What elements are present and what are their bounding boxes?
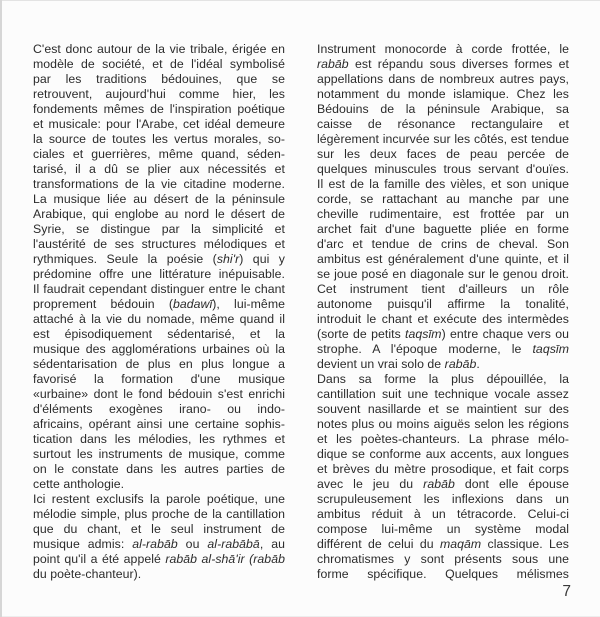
text-run: cette anthologie.: [33, 477, 125, 491]
text-line: [317, 132, 569, 147]
italic-term: shi'r: [216, 252, 240, 266]
text-run: on le constate dans les autres parties de: [33, 462, 285, 476]
text-line: [33, 132, 285, 147]
text-run: prédomine offre une littérature inépuisable.: [33, 267, 285, 281]
italic-term: al-rabābā: [207, 537, 260, 551]
text-line: [33, 57, 285, 72]
italic-term: badawī: [172, 297, 213, 311]
text-run: africains, opérant ainsi une certaine sophis-: [33, 417, 285, 431]
text-line: [33, 312, 285, 327]
text-run: sur les deux faces de peau percée de: [317, 147, 569, 161]
text-run: chromatismes y sont présents sous une: [317, 552, 569, 566]
text-line: [317, 72, 569, 87]
text-line: [317, 177, 569, 192]
text-run: la source de toutes les vertus morales, so-: [33, 132, 285, 146]
text-run: .: [476, 357, 480, 371]
text-line: [317, 297, 569, 312]
text-run: Dans sa forme la plus dépouillée, la: [317, 372, 569, 386]
text-line: [33, 282, 285, 297]
text-line: [33, 267, 285, 282]
text-run: caisse de résonance rectangulaire et: [317, 117, 569, 131]
text-line: [317, 42, 569, 57]
text-line: [317, 402, 569, 417]
text-line: [33, 177, 285, 192]
text-run: musique des agglomérations urbaines où la: [33, 342, 285, 356]
italic-term: rabāb al-shā'ir: [165, 552, 245, 566]
italic-term: maqām: [439, 537, 482, 551]
text-run: forme spécifique. Quelques mélismes: [317, 567, 569, 581]
italic-term: al-rabāb: [132, 537, 178, 551]
text-run: notes plus ou moins aiguës selon les régions: [317, 417, 569, 431]
text-line: [317, 117, 569, 132]
text-line: [33, 102, 285, 117]
text-run: quelques minuscules trous servant d'ouïes.: [317, 162, 569, 176]
text-line: [33, 207, 285, 222]
text-run: «urbaine» dont le fond bédouin s'est enrichi: [33, 387, 285, 401]
text-run: et les poètes-chanteurs. La phrase mélo-: [317, 432, 569, 446]
text-line: [33, 402, 285, 417]
text-run: classique. Les: [481, 537, 569, 551]
text-run: sédentarisation de plus en plus longue a: [33, 357, 285, 371]
text-run: proprement bédouin (: [33, 297, 173, 311]
text-line: [317, 192, 569, 207]
text-line: [33, 357, 285, 372]
text-run: rythmiques. Seule la poésie (: [33, 252, 217, 266]
text-run: Instrument monocorde à corde frottée, le: [317, 42, 569, 56]
right-column: [317, 42, 569, 582]
text-run: notamment du monde islamique. Chez les: [317, 87, 569, 101]
text-line: [317, 372, 569, 387]
text-line: [317, 522, 569, 537]
text-run: Bédouins de la péninsule Arabique, sa: [317, 102, 569, 116]
text-line: [317, 282, 569, 297]
italic-term: taqsīm: [532, 342, 569, 356]
text-run: ) entre chaque vers ou: [441, 327, 569, 341]
text-run: strophe. A l'époque moderne, le: [317, 342, 533, 356]
text-line: [33, 252, 285, 267]
text-run: avec le jeu du: [317, 477, 424, 491]
text-line: [33, 522, 285, 537]
text-line: [317, 102, 569, 117]
text-run: point qu'il a été appelé: [33, 552, 166, 566]
text-run: du poète-chanteur).: [33, 567, 142, 581]
left-column: [33, 42, 285, 582]
text-run: se joue posé en diagonale sur le genou droit.: [317, 267, 569, 281]
text-line: [317, 477, 569, 492]
text-line: [33, 162, 285, 177]
text-run: La musique liée au désert de la péninsule: [33, 192, 285, 206]
text-line: [317, 387, 569, 402]
text-run: autonome puisqu'il affirme la tonalité,: [317, 297, 569, 311]
text-run: et musicale: pour l'Arabe, cet idéal demeure: [33, 117, 285, 131]
text-run: musique admis:: [33, 537, 133, 551]
text-run: souvent nasillarde et se maintient sur des: [317, 402, 569, 416]
text-run: d'arc et tendue de crins de cheval. Son: [317, 237, 569, 251]
text-line: [33, 297, 285, 312]
text-line: [33, 477, 285, 492]
text-run: C'est donc autour de la vie tribale, érigée en: [33, 42, 285, 56]
text-line: [317, 252, 569, 267]
text-run: cantillation suit une technique vocale assez: [317, 387, 569, 401]
text-line: [317, 162, 569, 177]
text-run: est épisodiquement sédentarisé, et la: [33, 327, 285, 341]
text-run: Ici restent exclusifs la parole poétique, une: [33, 492, 285, 506]
text-run: scrupuleusement les inflexions dans un: [317, 492, 569, 506]
text-run: tarisé, il a dû se plier aux nécessités et: [33, 162, 285, 176]
text-line: [317, 417, 569, 432]
text-run: compose lui-même un système modal: [317, 522, 569, 536]
text-line: [33, 387, 285, 402]
text-run: transformations de la vie citadine moderne.: [33, 177, 285, 191]
italic-term: rabāb: [317, 57, 349, 71]
text-line: [33, 342, 285, 357]
text-line: [317, 447, 569, 462]
text-line: [317, 537, 569, 552]
text-line: [33, 192, 285, 207]
text-run: devient un vrai solo de: [317, 357, 445, 371]
text-run: introduit le chant et exécute des intermèdes: [317, 312, 569, 326]
text-run: (sorte de petits: [317, 327, 406, 341]
text-run: est répandu sous diverses formes et: [348, 57, 569, 71]
text-run: que du chant, et le seul instrument de: [33, 522, 285, 536]
text-run: surtout les instruments de musique, comme: [33, 447, 285, 461]
text-run: fondements mêmes de l'inspiration poétique: [33, 102, 285, 116]
text-line: [317, 567, 569, 582]
text-run: , au: [259, 537, 285, 551]
text-line: [317, 507, 569, 522]
text-run: ambitus réduit à un tétracorde. Celui-ci: [317, 507, 569, 521]
text-run: dont elle épouse: [454, 477, 569, 491]
text-line: [33, 87, 285, 102]
text-run: appellations dans de nombreux autres pays,: [317, 72, 569, 86]
italic-term: taqsīm: [405, 327, 442, 341]
text-run: Syrie, se distingue par la simplicité et: [33, 222, 285, 236]
text-run: Il est de la famille des vièles, et son unique: [317, 177, 569, 191]
text-run: par les traditions bédouines, que se: [33, 72, 285, 86]
text-line: [317, 147, 569, 162]
text-line: [317, 312, 569, 327]
text-line: [317, 552, 569, 567]
text-line: [317, 237, 569, 252]
text-run: légèrement incurvée sur les côtés, est tendue: [317, 132, 569, 146]
text-run: l'austérité de ses structures mélodiques et: [33, 237, 285, 251]
text-line: [33, 327, 285, 342]
text-line: [317, 432, 569, 447]
text-line: [33, 237, 285, 252]
page-number: 7: [562, 583, 571, 600]
text-line: [33, 552, 285, 567]
text-run: Arabique, qui englobe au nord le désert de: [33, 207, 285, 221]
text-line: [33, 432, 285, 447]
text-run: cheville rudimentaire, est frottée par un: [317, 207, 569, 221]
text-line: [317, 87, 569, 102]
text-run: ambitus est généralement d'une quinte, et il: [317, 252, 569, 266]
text-run: ciales et guerrières, même quand, séden-: [33, 147, 285, 161]
text-line: [33, 222, 285, 237]
text-run: tication dans les mélodies, les rythmes et: [33, 432, 285, 446]
text-line: [317, 327, 569, 342]
text-line: [33, 417, 285, 432]
text-line: [317, 492, 569, 507]
italic-term: rabāb: [423, 477, 455, 491]
text-line: [317, 207, 569, 222]
text-line: [33, 447, 285, 462]
text-run: corde, se rattachant au manche par une: [317, 192, 569, 206]
text-line: [33, 567, 285, 582]
text-run: favorisé la formation d'une musique: [33, 372, 285, 386]
text-run: dique se conforme aux accents, aux longues: [317, 447, 569, 461]
text-run: archet fait d'une baguette pliée en forme: [317, 222, 569, 236]
text-run: attaché à la vie du nomade, même quand il: [33, 312, 285, 326]
text-run: et brèves du mètre prosodique, et fait corps: [317, 462, 569, 476]
text-run: d'éléments exogènes irano- ou indo-: [33, 402, 285, 416]
text-run: modèle de société, et de l'idéal symbolisé: [33, 57, 285, 71]
italic-term: rabāb: [444, 357, 477, 371]
text-line: [33, 42, 285, 57]
text-line: [317, 57, 569, 72]
text-run: retrouvent, aujourd'hui comme hier, les: [33, 87, 285, 101]
text-columns: [33, 42, 569, 582]
italic-term: (rabāb: [249, 552, 285, 566]
text-line: [33, 507, 285, 522]
text-line: [33, 537, 285, 552]
text-run: différent de celui du: [317, 537, 440, 551]
text-line: [317, 462, 569, 477]
text-line: [33, 72, 285, 87]
text-line: [33, 492, 285, 507]
text-run: ), lui-même: [212, 297, 285, 311]
text-line: [317, 267, 569, 282]
text-run: ) qui y: [239, 252, 285, 266]
text-line: [33, 117, 285, 132]
text-run: mélodie simple, plus proche de la cantillation: [33, 507, 285, 521]
text-line: [317, 222, 569, 237]
text-line: [317, 357, 569, 372]
text-run: Cet instrument tient d'ailleurs un rôle: [317, 282, 569, 296]
text-line: [33, 462, 285, 477]
text-run: Il faudrait cependant distinguer entre le chant: [33, 282, 285, 296]
text-line: [33, 372, 285, 387]
text-line: [317, 342, 569, 357]
text-run: ou: [177, 537, 208, 551]
text-line: [33, 147, 285, 162]
